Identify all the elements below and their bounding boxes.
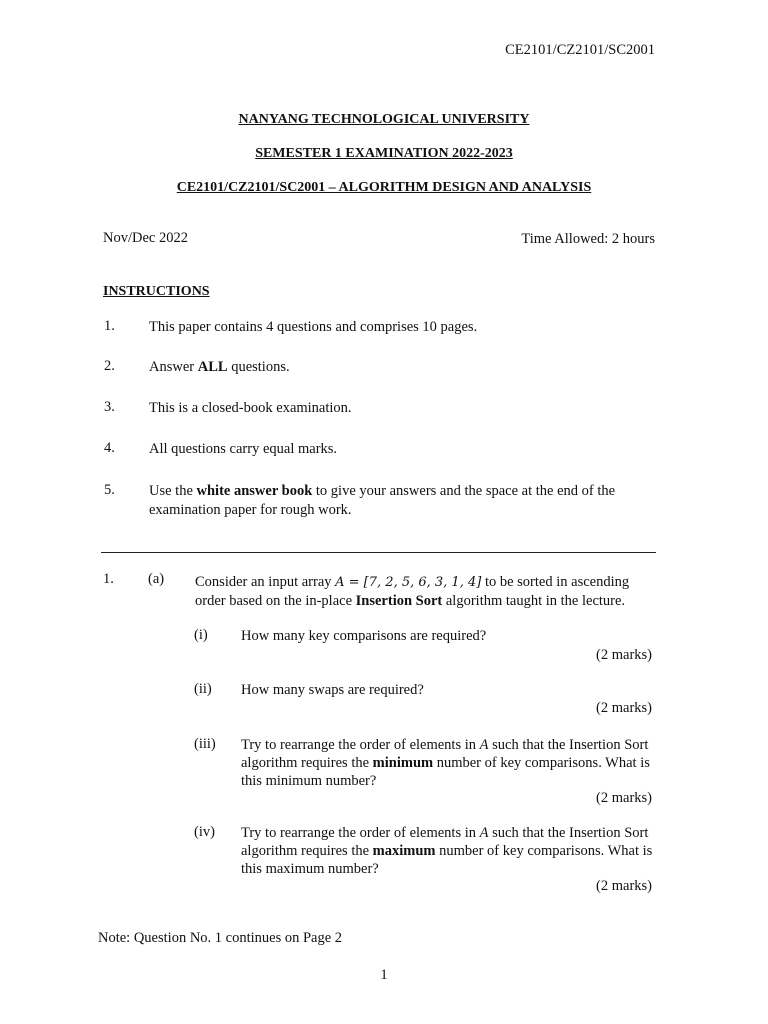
subquestion-number: (iii) (194, 736, 216, 752)
marks-label: (2 marks) (596, 878, 652, 894)
marks-label: (2 marks) (596, 647, 652, 663)
subquestion-number: (i) (194, 627, 208, 643)
instruction-number: 1. (104, 318, 115, 334)
subquestion-text: Try to rearrange the order of elements in A such that the Insertion Sort algorithm requires the maximum number of key comparisons. What is this maximum number? (241, 825, 653, 877)
university-title: NANYANG TECHNOLOGICAL UNIVERSITY (238, 112, 530, 127)
exam-date: Nov/Dec 2022 (103, 230, 188, 246)
course-title: CE2101/CZ2101/SC2001 – ALGORITHM DESIGN AND ANALYSIS (176, 180, 592, 195)
instruction-text: This paper contains 4 questions and comprises 10 pages. (149, 319, 478, 335)
input-array: A = [7, 2, 5, 6, 3, 1, 4] (335, 575, 482, 590)
instruction-text: This is a closed-book examination. (149, 400, 352, 416)
page-number: 1 (380, 967, 388, 983)
question-intro: Consider an input array A = [7, 2, 5, 6, 3, 1, 4] to be sorted in ascending order based on the in-place Insertion Sort algorithm taught in the lecture. (195, 574, 630, 609)
instruction-text: Use the white answer book to give your answers and the space at the end of the examination paper for rough work. (149, 483, 616, 518)
instruction-number: 4. (104, 440, 115, 456)
question-number: 1. (103, 571, 114, 587)
instruction-text: All questions carry equal marks. (149, 441, 338, 457)
instructions-heading: INSTRUCTIONS (103, 284, 210, 299)
question-part-label: (a) (148, 571, 165, 587)
subquestion-text: How many swaps are required? (241, 682, 424, 698)
subquestion-number: (iv) (194, 824, 215, 840)
section-divider (101, 552, 656, 553)
time-allowed: Time Allowed: 2 hours (521, 231, 655, 247)
subquestion-text: How many key comparisons are required? (241, 628, 487, 644)
marks-label: (2 marks) (596, 700, 652, 716)
course-codes-header: CE2101/CZ2101/SC2001 (505, 42, 655, 58)
instruction-number: 2. (104, 358, 115, 374)
instruction-number: 3. (104, 399, 115, 415)
continuation-note: Note: Question No. 1 continues on Page 2 (98, 930, 343, 946)
instruction-text: Answer ALL questions. (149, 359, 290, 375)
subquestion-text: Try to rearrange the order of elements in A such that the Insertion Sort algorithm requires the minimum number of key comparisons. What is this minimum number? (241, 737, 650, 789)
exam-title: SEMESTER 1 EXAMINATION 2022-2023 (255, 146, 513, 161)
marks-label: (2 marks) (596, 790, 652, 806)
instruction-number: 5. (104, 482, 115, 498)
subquestion-number: (ii) (194, 681, 212, 697)
